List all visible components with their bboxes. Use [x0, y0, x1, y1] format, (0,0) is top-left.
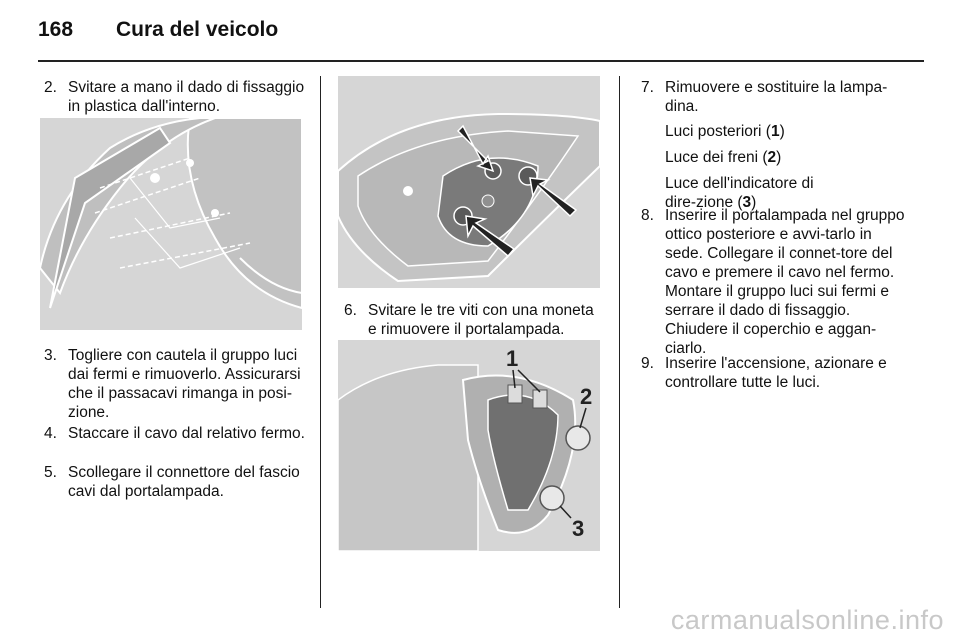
step-5	[44, 463, 306, 501]
page-title: Cura del veicolo	[116, 18, 279, 41]
step-9-number: 9.	[641, 355, 654, 372]
step-2-text: Svitare a mano il dado di fissaggio in plastica dall'interno.	[68, 79, 305, 115]
column-divider-1	[320, 76, 321, 608]
step-7-text: Rimuovere e sostituire la lampa-dina.	[665, 79, 888, 115]
lamp-indicator: Luce dell'indicatore di dire-zione (3)	[665, 175, 814, 211]
lamp-list	[641, 122, 903, 212]
figure-lampholder-screws	[338, 76, 600, 288]
step-7	[641, 78, 903, 116]
step-8-text: Inserire il portalampada nel gruppo ottico posteriore e avvi-tarlo in sede. Collegare il connet-tore del cavo e premere il cavo nel fermo. Montare il gruppo luci sui fermi e serrare il dado di fissaggio. Chiudere il coperchio e aggan-ciarlo.	[665, 207, 905, 357]
lamp-brake: Luce dei freni (2)	[665, 149, 782, 166]
step-4-text: Staccare il cavo dal relativo fermo.	[68, 425, 305, 442]
step-6-text: Svitare le tre viti con una moneta e rimuovere il portalampada.	[368, 302, 594, 338]
header-rule	[38, 60, 924, 62]
step-2	[44, 78, 306, 116]
step-3-text: Togliere con cautela il gruppo luci dai fermi e rimuoverlo. Assicurarsi che il passacavi rimanga in posi-zione.	[68, 347, 301, 421]
step-3-number: 3.	[44, 347, 57, 364]
step-4	[44, 424, 306, 443]
step-7-number: 7.	[641, 79, 654, 96]
watermark: carmanualsonline.info	[670, 605, 944, 635]
figure-lampholder-bulbs	[338, 340, 600, 551]
figure-taillight-removal	[40, 118, 302, 330]
callout-2: 2	[580, 384, 593, 409]
step-6	[344, 301, 606, 339]
step-6-number: 6.	[344, 302, 357, 319]
step-4-number: 4.	[44, 425, 57, 442]
column-divider-2	[619, 76, 620, 608]
step-9-text: Inserire l'accensione, azionare e controllare tutte le luci.	[665, 355, 887, 391]
lamp-rear-lights: Luci posteriori (1)	[665, 123, 785, 140]
callout-1: 1	[506, 346, 519, 371]
page-header	[38, 18, 278, 42]
step-9	[641, 354, 903, 392]
page-number: 168	[38, 18, 74, 41]
step-8	[641, 206, 906, 358]
step-8-number: 8.	[641, 207, 654, 224]
step-3	[44, 346, 306, 422]
step-5-text: Scollegare il connettore del fascio cavi dal portalampada.	[68, 464, 300, 500]
step-2-number: 2.	[44, 79, 57, 96]
step-5-number: 5.	[44, 464, 57, 481]
callout-3: 3	[572, 516, 585, 541]
